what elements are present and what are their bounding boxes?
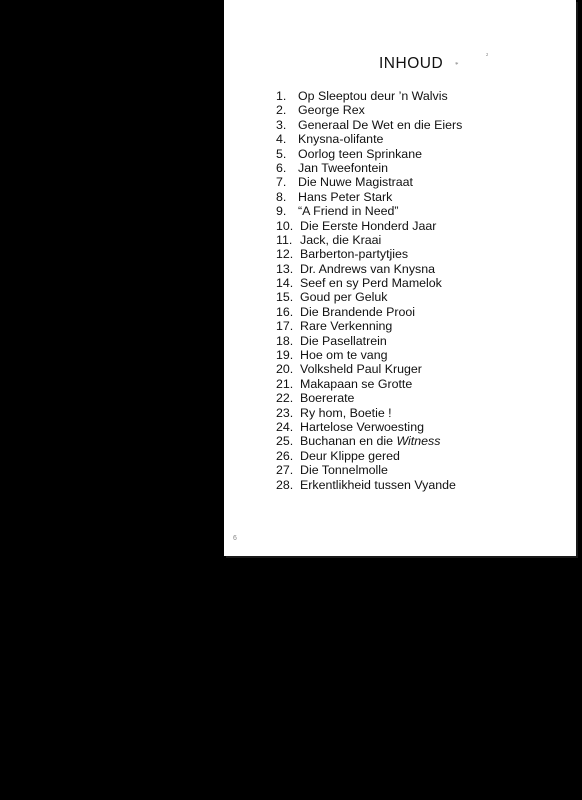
document-page — [224, 0, 576, 556]
toc-entry-title — [300, 219, 436, 233]
toc-entry — [276, 305, 462, 319]
toc-entry — [276, 319, 462, 333]
toc-entry-number: 10. — [276, 218, 294, 233]
toc-entry-number: 17. — [276, 319, 294, 334]
toc-entry-number: 14. — [276, 276, 294, 291]
toc-entry-title — [298, 147, 422, 161]
toc-entry-title — [300, 377, 412, 391]
toc-entry — [276, 348, 462, 362]
scan-speck: ² — [486, 52, 489, 60]
toc-entry — [276, 190, 462, 204]
toc-entry-title — [298, 89, 448, 103]
toc-entry-title — [300, 362, 422, 376]
toc-entry — [276, 449, 462, 463]
toc-entry-text: Op Sleeptou deur ’n Walvis — [298, 89, 448, 103]
toc-entry-number: 15. — [276, 290, 294, 305]
toc-entry — [276, 290, 462, 304]
toc-entry-title — [298, 204, 399, 218]
toc-entry-number: 21. — [276, 376, 294, 391]
toc-entry-number: 6. — [276, 160, 287, 175]
toc-entry-title — [298, 190, 392, 204]
toc-entry — [276, 377, 462, 391]
toc-entry-number: 12. — [276, 247, 294, 262]
toc-entry-number: 24. — [276, 419, 294, 434]
toc-entry-title — [300, 247, 408, 261]
toc-entry — [276, 118, 462, 132]
toc-entry — [276, 233, 462, 247]
page-title: INHOUD — [379, 55, 444, 72]
toc-entry-number: 11. — [276, 232, 293, 247]
toc-entry-number: 23. — [276, 405, 294, 420]
toc-entry-title — [298, 103, 365, 117]
toc-entry — [276, 391, 462, 405]
toc-entry-text: Die Tonnelmolle — [300, 463, 388, 478]
toc-entry — [276, 175, 462, 189]
page-number: 6 — [233, 535, 237, 542]
toc-entry-title — [300, 449, 400, 463]
toc-entry-text: Dr. Andrews van Knysna — [300, 261, 435, 276]
toc-entry-text: Die Pasellatrein — [300, 333, 387, 348]
toc-entry — [276, 219, 462, 233]
toc-entry-title — [298, 161, 388, 175]
toc-entry-text: George Rex — [298, 103, 365, 118]
toc-entry-text: Hoe om te vang — [300, 348, 388, 363]
toc-entry — [276, 463, 462, 477]
toc-entry-text: Oorlog teen Sprinkane — [298, 146, 422, 161]
toc-entry — [276, 262, 462, 276]
toc-entry-number: 25. — [276, 434, 294, 449]
toc-entry-number: 16. — [276, 304, 294, 319]
toc-entry-text: Seef en sy Perd Mamelok — [300, 276, 442, 291]
toc-entry-emphasis: Witness — [396, 434, 441, 449]
toc-entry — [276, 276, 462, 290]
toc-entry — [276, 434, 462, 448]
toc-entry-text: Die Eerste Honderd Jaar — [300, 218, 437, 233]
toc-entry — [276, 362, 462, 376]
toc-entry — [276, 132, 462, 146]
toc-entry-text: Erkentlikheid tussen Vyande — [300, 477, 456, 492]
toc-entry-title — [300, 319, 392, 333]
toc-entry-number: 28. — [276, 477, 294, 492]
toc-entry-text: Deur Klippe gered — [300, 448, 400, 463]
toc-entry-title — [300, 276, 442, 290]
toc-entry-title — [298, 132, 383, 146]
toc-entry-number: 5. — [276, 146, 287, 161]
toc-entry-text: Volksheld Paul Kruger — [300, 362, 422, 377]
toc-entry — [276, 103, 462, 117]
toc-entry-number: 3. — [276, 117, 287, 132]
toc-entry-text: Jan Tweefontein — [298, 160, 389, 175]
toc-entry-text: Boererate — [300, 391, 355, 406]
toc-entry — [276, 147, 462, 161]
toc-entry-number: 9. — [276, 204, 287, 219]
toc-entry-text: Barberton-partytjies — [300, 247, 409, 262]
toc-entry — [276, 247, 462, 261]
toc-entry-title — [300, 290, 387, 304]
toc-entry-text: Goud per Geluk — [300, 290, 388, 305]
toc-entry-text: Die Nuwe Magistraat — [298, 175, 414, 190]
toc-entry-text: Makapaan se Grotte — [300, 376, 413, 391]
toc-entry-number: 27. — [276, 463, 294, 478]
toc-entry-number: 18. — [276, 333, 294, 348]
toc-entry-number: 19. — [276, 348, 294, 363]
toc-entry-title — [300, 463, 388, 477]
toc-entry-text: “A Friend in Need” — [298, 204, 399, 219]
toc-entry-title — [300, 478, 456, 492]
toc-entry-number: 2. — [276, 103, 287, 118]
toc-entry-number: 7. — [276, 175, 287, 190]
toc-entry — [276, 161, 462, 175]
toc-entry-text: Hartelose Verwoesting — [300, 419, 424, 434]
toc-entry — [276, 420, 462, 434]
toc-entry-title — [300, 420, 424, 434]
toc-entry-text: Jack, die Kraai — [300, 232, 382, 247]
toc-entry — [276, 406, 462, 420]
toc-entry-title — [300, 334, 387, 348]
toc-entry — [276, 334, 462, 348]
toc-entry-title — [300, 233, 381, 247]
toc-entry-number: 13. — [276, 261, 294, 276]
toc-entry-title — [300, 391, 354, 405]
toc-entry — [276, 89, 462, 103]
toc-entry-text: Generaal De Wet en die Eiers — [298, 117, 463, 132]
toc-entry-title — [300, 348, 387, 362]
table-of-contents — [276, 89, 462, 492]
toc-entry-title — [298, 118, 462, 132]
toc-entry-number: 22. — [276, 391, 294, 406]
toc-entry-text: Hans Peter Stark — [298, 189, 393, 204]
toc-entry-title — [298, 175, 413, 189]
toc-entry-number: 1. — [276, 89, 287, 103]
toc-entry-number: 4. — [276, 132, 287, 147]
toc-entry-text: Knysna-olifante — [298, 132, 384, 147]
toc-entry-title — [300, 434, 440, 448]
toc-entry-title — [300, 305, 415, 319]
toc-entry-number: 20. — [276, 362, 294, 377]
toc-entry-text: Ry hom, Boetie ! — [300, 405, 392, 420]
toc-entry-text: Rare Verkenning — [300, 319, 393, 334]
toc-entry — [276, 478, 462, 492]
toc-entry — [276, 204, 462, 218]
toc-entry-title — [300, 262, 435, 276]
toc-entry-text: Die Brandende Prooi — [300, 304, 416, 319]
toc-entry-number: 26. — [276, 448, 294, 463]
toc-entry-text: Buchanan en die — [300, 434, 397, 449]
toc-entry-title — [300, 406, 392, 420]
toc-entry-number: 8. — [276, 189, 287, 204]
scan-speck: * — [455, 61, 459, 69]
